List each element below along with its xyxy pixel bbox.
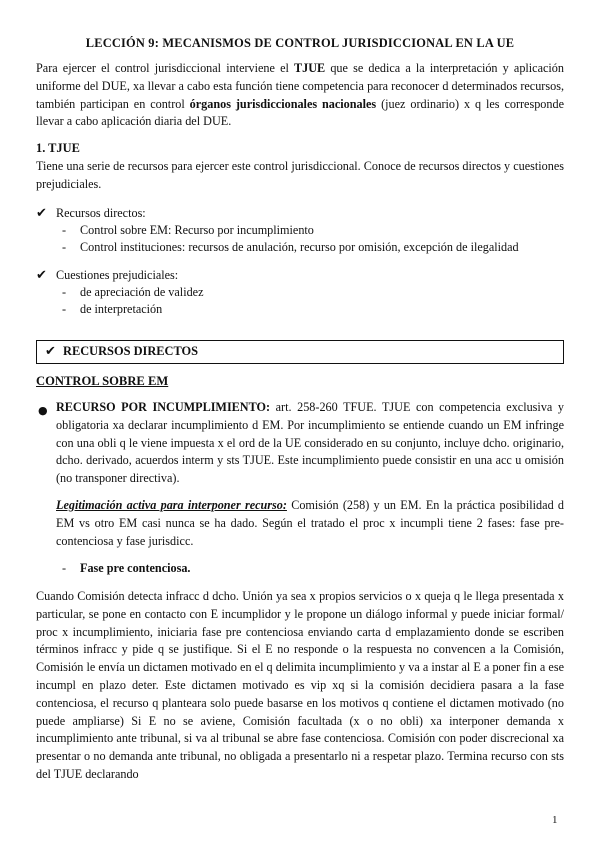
control-sobre-em-heading: CONTROL SOBRE EM (36, 374, 169, 388)
page-number: 1 (552, 814, 558, 826)
dash-icon: - (62, 561, 67, 575)
dash-icon: - (62, 223, 67, 237)
recurso-label: RECURSO POR INCUMPLIMIENTO: (56, 400, 271, 414)
fase-heading: - Fase pre contenciosa. (62, 561, 191, 575)
organos-bold: órganos jurisdiccionales nacionales (189, 96, 377, 111)
check-icon: ✔ (36, 206, 47, 221)
boxed-section-heading (36, 340, 564, 364)
check-item-label: Cuestiones prejudiciales: (56, 268, 179, 282)
body-paragraph: Cuando Comisión detecta infracc d dcho. Unión ya sea x propios servicios o x queja q le llega presentada x particular, se pone en contacto con E incumplidor y le propone un diálogo informal y puede iniciar formal/ proc x incumplimiento, iniciaria fase pre contenciosa enviando carta d emplazamiento donde se escriben términos infracc y pide q se justifique. Si el E no responde o la respuesta no convencen a la Comisión, Comisión le envía un dictamen motivado en el q delimita incumplimiento y va a instar al E a poner fin a ese incumpl en plazo deter. Este dictamen motivado es vip xq si la comisión decidiera pasara a la fase contenciosa, el recurso q planteara solo puede basarse en los motivos q contiene el dictamen motivado (no puede ampliarse) Si E no se aviene, Comisión facultada (x o no obli) xa interponer demanda x incumplimiento ante tribunal, si va al tribunal se abre fase contenciosa. Comisión con poder discrecional xa presentar o no demanda ante tribunal, no obligada a presentarlo ni a respetar plazo. Termina recurso con sts del TJUE declarando (36, 589, 564, 781)
section-tjue-text: Tiene una serie de recursos para ejercer este control jurisdiccional. Conoce de recursos directos y cuestiones prejudiciales. (36, 159, 564, 191)
check-item-cuestiones (36, 268, 178, 283)
check-icon: ✔ (36, 268, 47, 283)
page-title: LECCIÓN 9: MECANISMOS DE CONTROL JURISDICCIONAL EN LA UE (85, 36, 515, 50)
recurso-paragraph: RECURSO POR INCUMPLIMIENTO: art. 258-260 TFUE. TJUE con competencia exclusiva y obligatoria xa declarar incumplimiento d EM. Por incumplimiento se entiende cuando un EM infringe con una obli q le viene impuesta x el ord de la UE considerado en su conjunto, incluye dcho. originario, dcho. derivado, acuerdos interm y sts TJUE. Este incumplimiento puede consistir en una acc u omisión (no transponer directiva). (56, 400, 564, 486)
dash-icon: - (62, 302, 67, 316)
legitimacion-paragraph: Legitimación activa para interponer recurso: Comisión (258) y un EM. En la práctica posibilidad d EM vs otro EM casi nunca se ha dado. Según el tratado el proc x incumpli tiene 2 fases: fase pre-contenciosa y fase jurisdicc. (56, 498, 564, 548)
legitimacion-label: Legitimación activa para interponer recurso: (56, 498, 287, 512)
dash-icon: - (62, 240, 67, 254)
list-item: - Control instituciones: recursos de anulación, recurso por omisión, excepción de ilegalidad (62, 240, 519, 254)
check-icon: ✔ (45, 344, 56, 359)
bullet-icon: ● (38, 404, 48, 417)
list-item: - de interpretación (62, 302, 163, 316)
box-heading-text: RECURSOS DIRECTOS (63, 344, 199, 358)
check-item-recursos-directos (36, 206, 146, 221)
section-heading-tjue: 1. TJUE (36, 141, 80, 155)
tjue-bold: TJUE (294, 61, 326, 75)
intro-paragraph: Para ejercer el control jurisdiccional interviene el TJUE que se dedica a la interpretación y aplicación uniforme del DUE, xa llevar a cabo esta función tiene competencia para reconocer d determinados recursos, también participan en control órganos jurisdiccionales nacionales (juez ordinario) x q les corresponde llevar a cabo aplicación diaria del DUE. (36, 61, 564, 129)
list-item: - Control sobre EM: Recurso por incumplimiento (62, 223, 314, 237)
dash-icon: - (62, 285, 67, 299)
check-item-label: Recursos directos: (56, 206, 146, 220)
list-item: - de apreciación de validez (62, 285, 204, 299)
